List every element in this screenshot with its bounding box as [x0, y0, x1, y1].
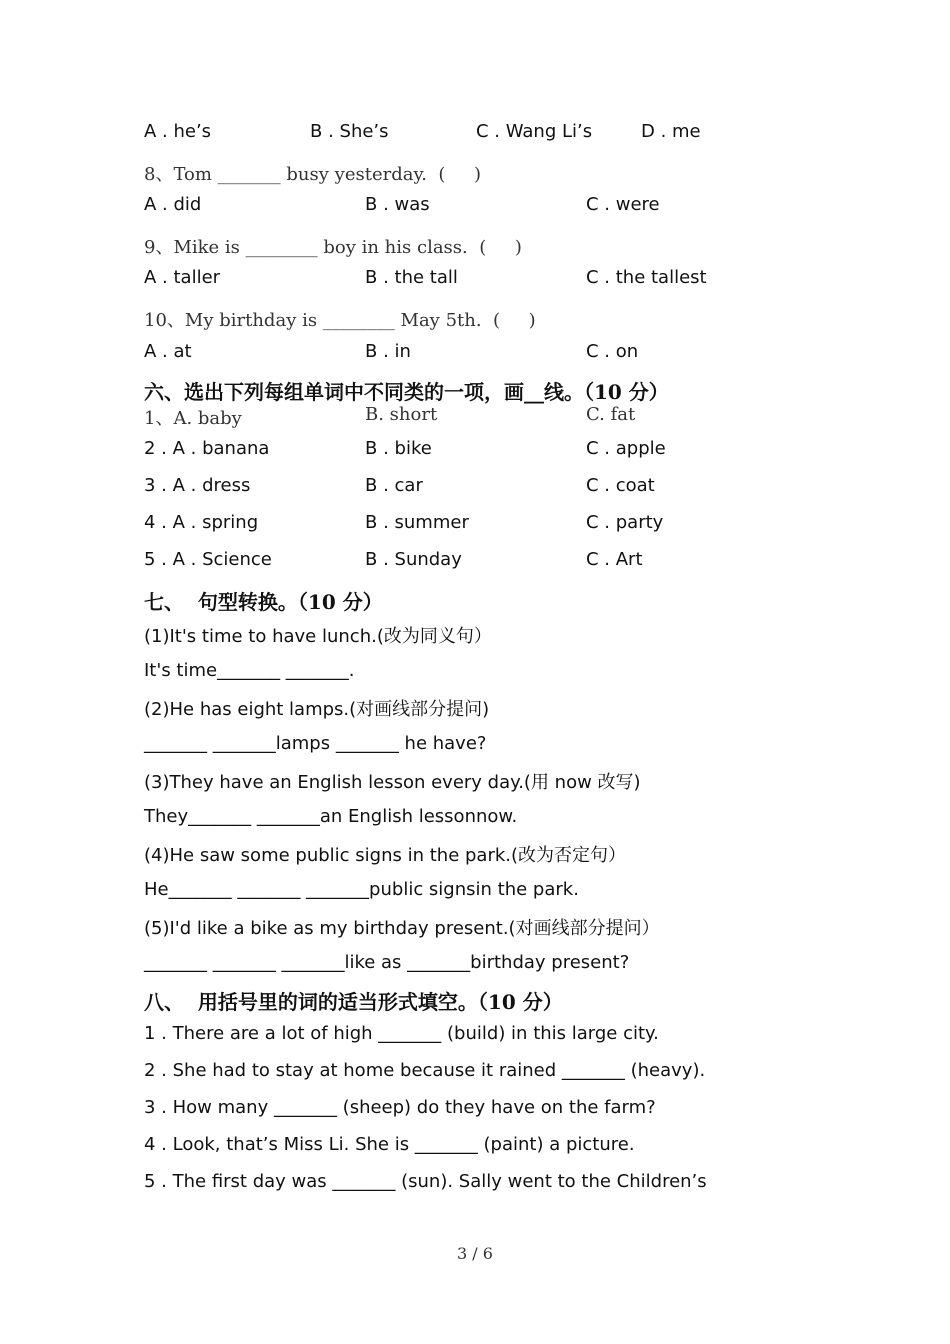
- s7-line: He_______ _______ _______public signsin the park.: [144, 879, 579, 900]
- s6-row1-c: C. fat: [586, 404, 636, 425]
- section-6-title: 六、选出下列每组单词中不同类的一项，画__线。（10 分）: [144, 380, 669, 404]
- s6-row3-a: 3 . A . dress: [144, 475, 251, 496]
- q10-stem: 10、My birthday is ________ May 5th. ( ): [144, 310, 536, 331]
- s7-line: They_______ _______an English lessonnow.: [144, 806, 518, 827]
- q9-option-b: B . the tall: [365, 267, 458, 288]
- s6-row1-a: 1、A. baby: [144, 408, 242, 429]
- q10-option-b: B . in: [365, 341, 411, 362]
- section-7-title: 七、 句型转换。（10 分）: [144, 590, 383, 614]
- s8-line: 1 . There are a lot of high _______ (build) in this large city.: [144, 1023, 659, 1044]
- q9-option-c: C . the tallest: [586, 267, 707, 288]
- q10-option-c: C . on: [586, 341, 639, 362]
- s6-row4-c: C . party: [586, 512, 664, 533]
- s6-row2-a: 2 . A . banana: [144, 438, 270, 459]
- s7-line: (3)They have an English lesson every day.(用 now 改写): [144, 772, 641, 793]
- s6-row2-c: C . apple: [586, 438, 666, 459]
- q7-option-d: D . me: [641, 121, 701, 142]
- s8-line: 4 . Look, that’s Miss Li. She is _______ (paint) a picture.: [144, 1134, 635, 1155]
- q8-option-a: A . did: [144, 194, 202, 215]
- s6-row3-b: B . car: [365, 475, 423, 496]
- q8-option-b: B . was: [365, 194, 430, 215]
- s7-line: _______ _______lamps _______ he have?: [144, 733, 487, 754]
- q7-option-b: B . She’s: [310, 121, 389, 142]
- s8-line: 5 . The first day was _______ (sun). Sally went to the Children’s: [144, 1171, 707, 1192]
- s7-line: _______ _______ _______like as _______birthday present?: [144, 952, 630, 973]
- s7-line: (4)He saw some public signs in the park.(改为否定句）: [144, 845, 627, 866]
- s6-row2-b: B . bike: [365, 438, 432, 459]
- s6-row4-a: 4 . A . spring: [144, 512, 259, 533]
- s6-row1-b: B. short: [365, 404, 438, 425]
- q9-option-a: A . taller: [144, 267, 221, 288]
- s8-line: 2 . She had to stay at home because it rained _______ (heavy).: [144, 1060, 706, 1081]
- page-number: 3 / 6: [457, 1244, 493, 1263]
- s7-line: (5)I'd like a bike as my birthday present.(对画线部分提问）: [144, 918, 660, 939]
- s7-line: It's time_______ _______.: [144, 660, 355, 681]
- s6-row5-b: B . Sunday: [365, 549, 462, 570]
- s6-row4-b: B . summer: [365, 512, 469, 533]
- q10-option-a: A . at: [144, 341, 192, 362]
- s8-line: 3 . How many _______ (sheep) do they have on the farm?: [144, 1097, 656, 1118]
- s6-row5-a: 5 . A . Science: [144, 549, 272, 570]
- section-8-title: 八、 用括号里的词的适当形式填空。（10 分）: [144, 990, 563, 1014]
- q8-stem: 8、Tom _______ busy yesterday. ( ): [144, 164, 482, 185]
- s6-row3-c: C . coat: [586, 475, 655, 496]
- s6-row5-c: C . Art: [586, 549, 643, 570]
- q9-stem: 9、Mike is ________ boy in his class. ( ): [144, 237, 522, 258]
- q8-option-c: C . were: [586, 194, 660, 215]
- s7-line: (2)He has eight lamps.(对画线部分提问): [144, 699, 490, 720]
- s7-line: (1)It's time to have lunch.(改为同义句）: [144, 626, 492, 647]
- q7-option-c: C . Wang Li’s: [476, 121, 593, 142]
- q7-option-a: A . he’s: [144, 121, 212, 142]
